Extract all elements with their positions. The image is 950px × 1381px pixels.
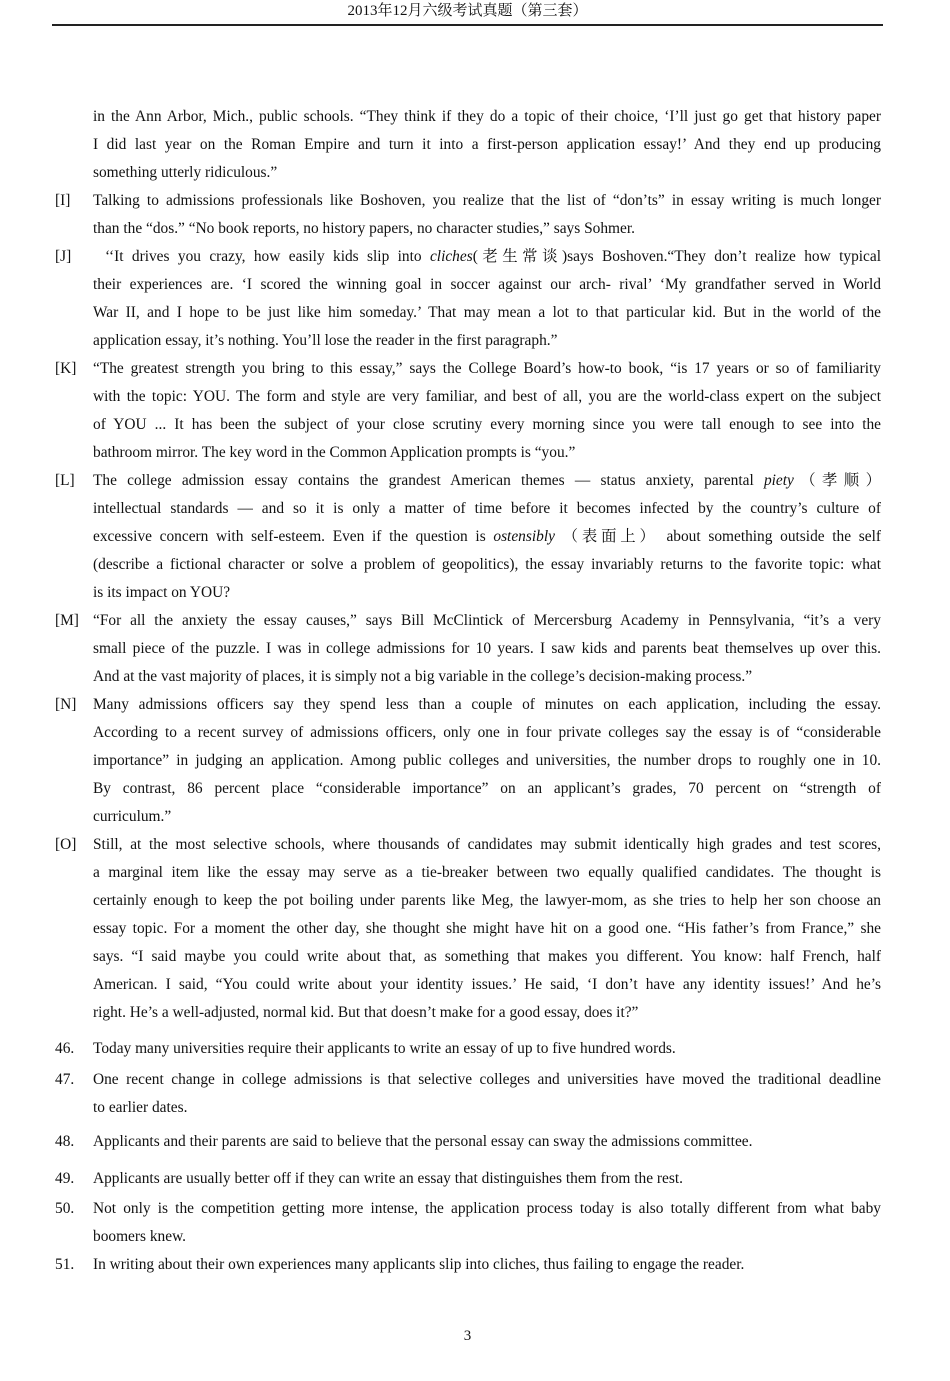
text-line: (describe a fictional character or solve a problem of geopolitics), the essay invariably returns to the favorite topic: what — [93, 556, 881, 573]
text-line: of YOU ... It has been the subject of your close scrutiny every morning since you were tall enough to see into the — [93, 416, 881, 433]
page-number: 3 — [463, 1328, 472, 1344]
text-line: And at the vast majority of places, it is simply not a big variable in the college’s decision-making process.” — [93, 668, 753, 685]
paragraph-label: [O] — [55, 836, 77, 853]
paragraph — [55, 355, 881, 467]
question-text — [93, 1128, 881, 1156]
text-line: One recent change in college admissions is that selective colleges and universities have moved the traditional deadline — [93, 1071, 881, 1088]
question-number: 51. — [55, 1256, 75, 1273]
text-line: “For all the anxiety the essay causes,” says Bill McClintick of Mercersburg Academy in Pennsylvania, “it’s a very — [93, 612, 881, 629]
paragraph — [55, 691, 881, 831]
text-line: is its impact on YOU? — [93, 584, 231, 601]
italic-term: cliches — [429, 248, 473, 265]
text-line — [93, 243, 881, 271]
text-segment: （表面上） about something outside the self — [554, 528, 881, 545]
paragraph-label: [M] — [55, 612, 79, 629]
text-segment: （孝顺） — [793, 472, 881, 489]
question-number: 50. — [55, 1200, 75, 1217]
page-header — [52, 0, 883, 26]
header-title: 2013年12月六级考试真题（第三套） — [347, 3, 588, 19]
question-number: 46. — [55, 1040, 75, 1057]
question-item — [55, 1035, 881, 1063]
text-line: “The greatest strength you bring to this essay,” says the College Board’s how-to book, “is 17 years or so of familiarity — [93, 360, 881, 377]
paragraph-text — [93, 187, 881, 243]
text-line: a marginal item like the essay may serve as a tie-breaker between two equally qualified candidates. The thought is — [93, 864, 881, 881]
text-segment: ‘‘It drives you crazy, how easily kids slip into — [105, 248, 430, 265]
text-line: intellectual standards — and so it is only a matter of time before it becomes infected by the country’s culture of — [93, 500, 881, 517]
text-line: to earlier dates. — [93, 1099, 188, 1116]
text-line: application essay, it’s nothing. You’ll lose the reader in the first paragraph.” — [93, 332, 558, 349]
paragraph-text — [93, 355, 881, 467]
paragraph — [55, 467, 881, 607]
text-line: Not only is the competition getting more intense, the application process today is also totally different from what baby — [93, 1200, 881, 1217]
text-line: According to a recent survey of admissions officers, only one in four private colleges say the essay is of “considerable — [93, 724, 881, 741]
text-line: their experiences are. ‘I scored the winning goal in soccer against our arch- rival’ ‘My grandfather served in World — [93, 276, 881, 293]
question-text — [93, 1251, 881, 1279]
question-item — [55, 1128, 881, 1156]
question-text — [93, 1165, 881, 1193]
text-line: says. “I said maybe you could write about that, as something that makes you different. You know: half French, half — [93, 948, 881, 965]
text-line: Still, at the most selective schools, where thousands of candidates may submit identically high grades and test scores, — [93, 836, 881, 853]
italic-term: piety — [763, 472, 794, 489]
text-line: In writing about their own experiences many applicants slip into cliches, thus failing to engage the reader. — [93, 1256, 745, 1273]
text-line: curriculum.” — [93, 808, 172, 825]
question-text — [93, 1035, 881, 1063]
paragraph-text — [93, 243, 881, 355]
paragraph — [55, 607, 881, 691]
italic-term: ostensibly — [493, 528, 555, 545]
paragraph — [55, 103, 881, 187]
paragraph-label: [K] — [55, 360, 77, 377]
text-line: certainly enough to keep the pot boiling under parents like Meg, the lawyer-mom, as she tries to help her son choose an — [93, 892, 881, 909]
text-line: right. He’s a well-adjusted, normal kid. But that doesn’t make for a good essay, does it?” — [93, 1004, 639, 1021]
text-line: Applicants and their parents are said to believe that the personal essay can sway the admissions committee. — [93, 1133, 753, 1150]
question-number: 48. — [55, 1133, 75, 1150]
paragraph-label: [N] — [55, 696, 77, 713]
question-number: 49. — [55, 1170, 75, 1187]
question-number: 47. — [55, 1071, 75, 1088]
question-text — [93, 1066, 881, 1122]
paragraph-text — [93, 467, 881, 607]
text-segment: (老生常谈)says Boshoven.“They don’t realize how typical — [472, 248, 881, 265]
text-line: in the Ann Arbor, Mich., public schools. “They think if they do a topic of their choice, ‘I’ll just go get that history paper — [93, 108, 881, 125]
paragraph-text — [93, 831, 881, 1027]
paragraph-label: [J] — [55, 248, 72, 265]
text-segment: The college admission essay contains the grandest American themes — status anxiety, parental — [93, 472, 764, 489]
paragraph — [55, 187, 881, 243]
text-line: War II, and I hope to be just like him someday.’ That may mean a lot to that particular kid. But in the world of the — [93, 304, 881, 321]
text-line: Many admissions officers say they spend less than a couple of minutes on each application, including the essay. — [93, 696, 881, 713]
paragraph-text — [93, 103, 881, 187]
text-line: something utterly ridiculous.” — [93, 164, 278, 181]
text-line: essay topic. For a moment the other day, she thought she might have hit on a good one. “His father’s from France,” she — [93, 920, 881, 937]
text-line: Talking to admissions professionals like Boshoven, you realize that the list of “don’ts” in essay writing is much longer — [93, 192, 881, 209]
question-text — [93, 1195, 881, 1251]
text-line: Today many universities require their applicants to write an essay of up to five hundred words. — [93, 1040, 676, 1057]
text-line: with the topic: YOU. The form and style are very familiar, and best of all, you are the world-class expert on the subject — [93, 388, 881, 405]
text-line — [93, 467, 881, 495]
text-line — [93, 523, 881, 551]
text-line: boomers knew. — [93, 1228, 187, 1245]
question-item — [55, 1066, 881, 1122]
text-line: By contrast, 86 percent place “considerable importance” on an applicant’s grades, 70 percent on “strength of — [93, 780, 881, 797]
text-line: American. I said, “You could write about your identity issues.’ He said, ‘I don’t have any identity issues!’ And he’s — [93, 976, 881, 993]
passage-body — [55, 103, 881, 1027]
text-line: Applicants are usually better off if they can write an essay that distinguishes them from the rest. — [93, 1170, 683, 1187]
question-item — [55, 1251, 881, 1279]
text-line: small piece of the puzzle. I was in college admissions for 10 years. I saw kids and parents beat themselves up over this. — [93, 640, 881, 657]
paragraph-text — [93, 691, 881, 831]
text-line: than the “dos.” “No book reports, no history papers, no character studies,” says Sohmer. — [93, 220, 635, 237]
paragraph-label: [I] — [55, 192, 71, 209]
question-item — [55, 1165, 881, 1193]
text-line: importance” in judging an application. Among public colleges and universities, the number drops to roughly one in 10. — [93, 752, 881, 769]
text-line: bathroom mirror. The key word in the Common Application prompts is “you.” — [93, 444, 576, 461]
text-segment: excessive concern with self-esteem. Even if the question is — [93, 528, 494, 545]
paragraph — [55, 243, 881, 355]
paragraph-text — [93, 607, 881, 691]
question-item — [55, 1195, 881, 1251]
text-line: I did last year on the Roman Empire and turn it into a first-person application essay!’ And they end up producing — [93, 136, 881, 153]
paragraph — [55, 831, 881, 1027]
paragraph-label: [L] — [55, 472, 75, 489]
